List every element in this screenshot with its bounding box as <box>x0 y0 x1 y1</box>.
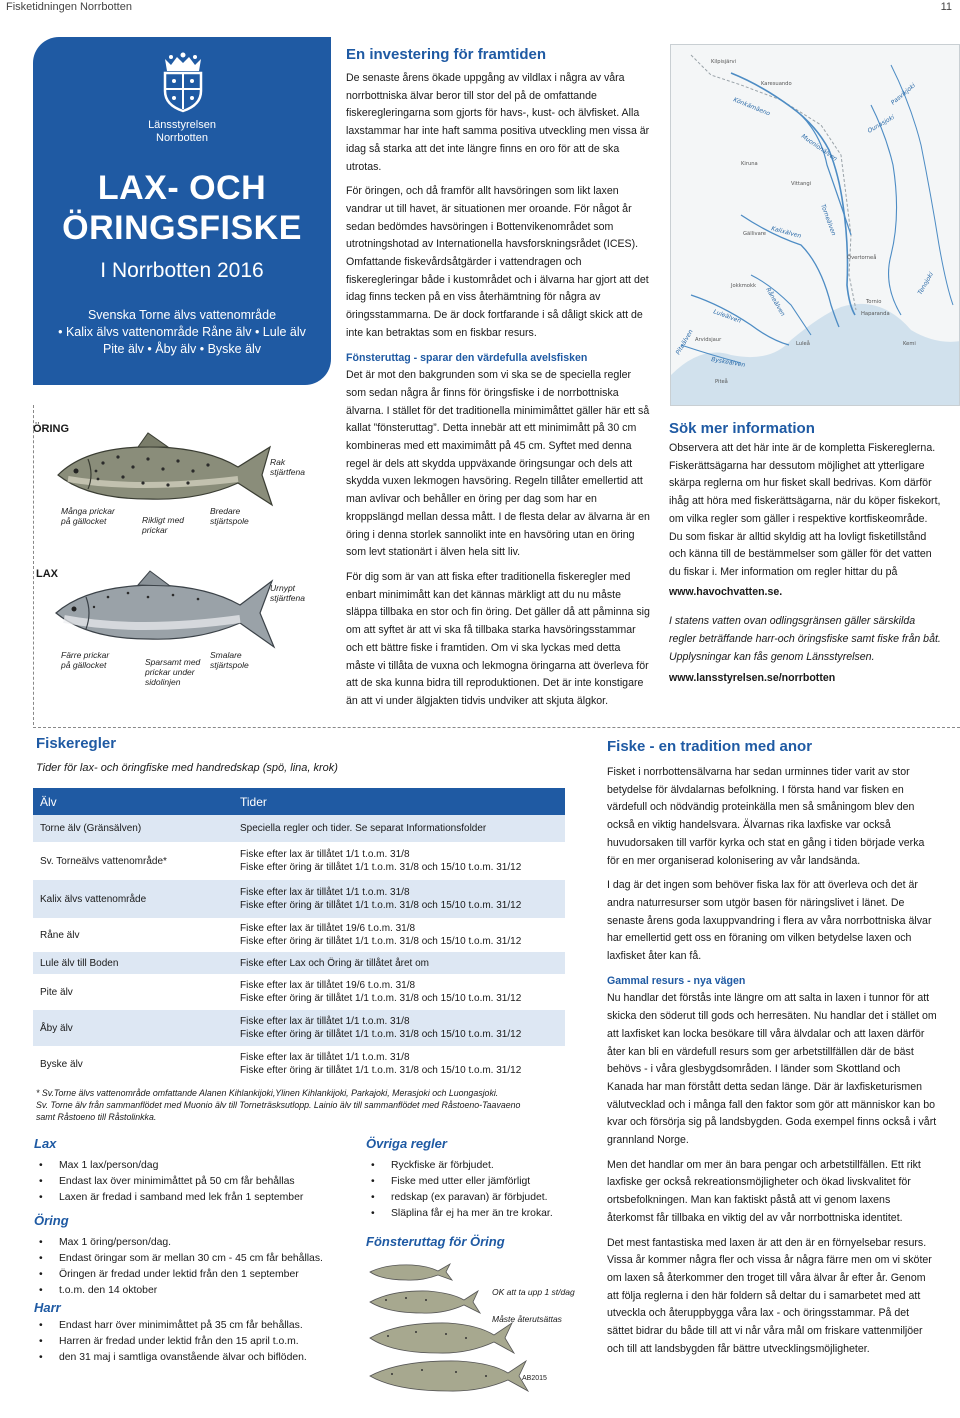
list-item-continued: • t.o.m. den 14 oktober <box>34 1283 323 1299</box>
list-item: • Öringen är fredad under lektid från den 1 september <box>34 1267 323 1283</box>
list-item: • Laxen är fredad i samband med lek från 1 september <box>34 1190 303 1206</box>
rule-time: Fiske efter lax är tillåtet 1/1 t.o.m. 31/8 <box>240 1016 410 1027</box>
svg-text:Luleå: Luleå <box>796 341 810 347</box>
section-divider <box>33 727 960 728</box>
svg-text:Torneälven: Torneälven <box>819 203 837 237</box>
cover-title-line2: ÖRINGSFISKE <box>62 209 302 247</box>
river-name: Torne älv (Gränsälven) <box>33 815 233 842</box>
svg-text:Könkämäeno: Könkämäeno <box>732 96 772 118</box>
svg-text:Kemi: Kemi <box>903 341 916 347</box>
oring-rules-list <box>34 1235 323 1299</box>
rule-time: Fiske efter Lax och Öring är tillåtet året om <box>240 957 429 969</box>
lax-rules-title: Lax <box>34 1136 57 1151</box>
river-name: Lule älv till Boden <box>33 952 233 974</box>
agency-name-line1: Länsstyrelsen <box>148 119 216 131</box>
harr-rules-list <box>34 1318 307 1366</box>
svg-text:Kiruna: Kiruna <box>741 161 758 167</box>
harr-rules-title: Harr <box>34 1300 61 1315</box>
river-map-drawing <box>671 45 960 406</box>
river-name: Sv. Torneälvs vattenområde* <box>40 855 167 867</box>
article-paragraph-3: Det är mot den bakgrunden som vi ska se de speciella regler som sedan några år finns för öringsfiske i de norrbottniska älvarna. I stället för det traditionella minimimåttet gäller här ett så kallat ”fönsteruttag”. Detta innebär att ett minimimått på 30 cm kombineras med ett maximimått på 45 cm. Syftet med denna regel är dels att skydda uppväxande öringsungar och dels att skydda vuxen lekmogen havsöring. Regeln tillåter emellertid att man avlivar och behåller en öring per dag som har en kroppslängd mellan dessa mått. I de flesta delar av älvarna är en öring i denna storlek sannolikt inte en havsöring utan en öring som levt stationärt i älven hela sitt liv. <box>346 369 650 559</box>
lansstyrelsen-link[interactable]: www.lansstyrelsen.se/norrbotten <box>669 672 836 685</box>
cover-title-line1: LAX- OCH <box>97 169 267 207</box>
rule-time: Fiske efter lax är tillåtet 19/6 t.o.m. 31/8 <box>240 980 416 991</box>
tradition-paragraph-5: Det mest fantastiska med laxen är att den är en förnyelsebar resurs. Vissa år kommer några fler och vissa år några färre men om vi sköter om laxen så återkommer den troget till våra älvar år efter år. Genom att följa reglerna i den här foldern så deltar du i samarbetet med att utveckla och återuppbygga våra lax - och öringsstammar. På det sättet bidrar du både till att vi når våra mål om friskare vattenmiljöer och till att landsbygden får bättre utvecklingsmöjligheter. <box>607 1236 932 1355</box>
fonsteruttag-illustration <box>366 1258 590 1398</box>
rule-time: Fiske efter lax är tillåtet 19/6 t.o.m. 31/8 <box>240 923 416 934</box>
list-item: • Ryckfiske är förbjudet. <box>366 1158 553 1174</box>
oring-illustration <box>48 427 278 517</box>
river-name: Pite älv <box>40 986 73 998</box>
list-item: • Fiske med utter eller jämförligt <box>366 1174 553 1190</box>
table-row <box>33 974 565 1010</box>
svg-text:Kilpisjärvi: Kilpisjärvi <box>711 59 736 65</box>
rule-time: Fiske efter öring är tillåtet 1/1 t.o.m. 31/8 och 15/10 t.o.m. 31/12 <box>240 900 522 911</box>
fiskeregler-title: Fiskeregler <box>36 735 117 752</box>
sok-title: Sök mer information <box>669 420 815 437</box>
table-row <box>33 842 565 880</box>
list-item: • Harren är fredad under lektid från den 15 april t.o.m. <box>34 1334 307 1350</box>
fiskeregler-table <box>33 788 565 1082</box>
oring-note-spots: Rikligt med prickar <box>142 515 185 535</box>
table-row <box>33 880 565 918</box>
svg-text:Övertorneå: Övertorneå <box>847 255 877 261</box>
table-row <box>33 918 565 952</box>
rule-time: Speciella regler och tider. Se separat Informationsfolder <box>240 823 487 834</box>
sok-body <box>669 440 941 695</box>
lax-note-tail: Urnypt stjärtfena <box>270 583 305 603</box>
article-paragraph-4: För dig som är van att fiska efter traditionella fiskeregler med enbart minimimått kan det kännas märkligt att du nu måste släppa tillbaka en stor och fin öring. Det gäller då att påminna sig om att syftet är att vi ska få tillbaka starka havsöringsstammar och ett bättre fiske i framtiden. Om vi ska lyckas med detta måste vi tillåta de vuxna och lekmogna öringarna att överleva för att de ska kunna bidra till reproduktionen. Det är inte konstigare än att vi under älgjakten tidvis undviker att skjuta älgkor. <box>346 570 650 707</box>
article-body <box>346 70 652 718</box>
list-item-continued: • den 31 maj i samtliga ovanstående älvar och biflöden. <box>34 1350 307 1366</box>
tradition-paragraph-4: Men det handlar om mer än bara pengar och arbetstillfällen. Ett rikt laxfiske ger också rekreationsmöjligheter och ökad livskvalitet för ortsbefolkningen. Man kan faktiskt påstå att vi genom laxens återkomst får tillbaka en viktig del av vår norrbottniska identitet. <box>607 1158 921 1224</box>
svg-text:Tornio: Tornio <box>866 299 882 305</box>
table-row <box>33 1010 565 1046</box>
svg-text:Kalixälven: Kalixälven <box>770 225 802 240</box>
release-caption: Måste återutsättas <box>492 1314 562 1324</box>
table-row <box>33 952 565 974</box>
oring-note-tail: Rak stjärtfena <box>270 457 305 477</box>
rule-time: Fiske efter öring är tillåtet 1/1 t.o.m. 31/8 och 15/10 t.o.m. 31/12 <box>240 936 522 947</box>
fish-identification-panel <box>33 405 331 725</box>
rule-time: Fiske efter lax är tillåtet 1/1 t.o.m. 31/8 <box>240 1052 410 1063</box>
river-name: Byske älv <box>40 1058 83 1070</box>
havochvatten-link[interactable]: www.havochvatten.se. <box>669 585 783 598</box>
tradition-paragraph-3: Nu handlar det förstås inte längre om att salta in laxen i tunnor för att skicka den söderut till gods och herresäten. Nu handlar det i stället om att laxfisket kan locka besökare till våra älvdalar och att laxen därför åter kan bli en värdefull resurs som ger arbetstillfällen där de bäst behövs - i våra glesbygdsområden. I länder som Skottland och Kanada har man förstått detta sedan länge. Där är laxfisketurismen välutvecklad och i många fall den faktor som gör att människor kan bo kvar och försörja sig på landsbygden. Goda exempel finns också i vårt grannland Norge. <box>607 992 937 1147</box>
river-map <box>670 44 960 406</box>
list-item: • Max 1 lax/person/dag <box>34 1158 303 1174</box>
tradition-title: Fiske - en tradition med anor <box>607 738 813 755</box>
rule-time: Fiske efter lax är tillåtet 1/1 t.o.m. 31/8 <box>240 849 410 860</box>
list-item-continued: • redskap (ex paravan) är förbjudet. <box>366 1190 553 1206</box>
illustrator-signature: AB2015 <box>522 1375 547 1382</box>
rule-time: Fiske efter öring är tillåtet 1/1 t.o.m. 31/8 och 15/10 t.o.m. 31/12 <box>240 1029 522 1040</box>
article-paragraph-2: För öringen, och då framför allt havsöringen som likt laxen vandrar ut till havet, är situationen mer oroande. För något år sedan bedömdes havsöringen i Bottenvikenområdet som utrotningshotad av Internationella havsforskningsrådet (ICES). Omfattande fiskevårdsåtgärder i vattendragen och fiskeregleringar både i kustområdet och i älvarna har gjort att det idag finns tecken på en viss återhämtning för några av öringsstammarna. De är dock fortfarande i så dåligt skick att de inte kan betraktas som en fiskbar resurs. <box>346 185 649 339</box>
rule-time: Fiske efter öring är tillåtet 1/1 t.o.m. 31/8 och 15/10 t.o.m. 31/12 <box>240 1065 522 1076</box>
river-name: Råne älv <box>40 929 80 941</box>
svg-text:Karesuando: Karesuando <box>761 81 792 87</box>
cover-year: I Norrbotten 2016 <box>100 259 264 282</box>
cover-rivers-line1: Svenska Torne älvs vattenområde <box>87 308 277 322</box>
cover-rivers-line2: • Kalix älvs vattenområde Råne älv • Lule älv <box>58 325 306 339</box>
header-tider: Tider <box>233 788 565 815</box>
tradition-subheading: Gammal resurs - nya vägen <box>607 974 746 987</box>
svg-text:Piteå: Piteå <box>715 379 728 385</box>
header-alv: Älv <box>33 788 233 815</box>
svg-text:Haparanda: Haparanda <box>861 311 890 317</box>
oring-label: ÖRING <box>33 423 70 435</box>
tradition-paragraph-1: Fisket i norrbottensälvarna har sedan urminnes tider varit av stor betydelse för älvdalarnas befolkning. I första hand var fisken en värdefull och nödvändig proteinkälla men så småningom blev den också en viktig handelsvara. Älvarnas rika laxfiske var också huvudorsaken till varför kyrka och stat en gång i tiden började verka för en mer organiserad kolonisering av vår landsända. <box>607 766 925 867</box>
svg-text:Vittangi: Vittangi <box>791 181 812 187</box>
svg-text:Tenojoki: Tenojoki <box>916 271 936 296</box>
rule-time: Fiske efter öring är tillåtet 1/1 t.o.m. 31/8 och 15/10 t.o.m. 31/12 <box>240 993 522 1004</box>
list-item: • Endast lax över minimimåttet på 50 cm får behållas <box>34 1174 303 1190</box>
article-paragraph-1: De senaste årens ökade uppgång av vildlax i några av våra norrbottniska älvar beror till stor del på de omfattande fiskeregleringarna som gjorts för havs-, kust- och älvfisket. Alla laxstammar har inte haft samma positiva utveckling men vissa är idag så starka att det inte längre finns en oro för att de ska utrotas. <box>346 72 650 173</box>
table-footnote: * Sv.Torne älvs vattenområde omfattande Alanen Kihlankijoki,Ylinen Kihlankijoki, Parkajoki, Merasjoki och Luongasjoki. Sv. Torne älv från sammanflödet med Muonio älv till Torneträsksutlopp. Lainio älv till sammanflödet med Råstoeno-Taavaeno samt Råstoeno till Råstolinkka. <box>36 1088 521 1122</box>
rule-time: Fiske efter lax är tillåtet 1/1 t.o.m. 31/8 <box>240 887 410 898</box>
running-header <box>0 0 960 16</box>
fonsteruttag-title: Fönsteruttag för Öring <box>366 1234 505 1249</box>
list-item: • Endast harr över minimimåttet på 35 cm får behållas. <box>34 1318 307 1334</box>
oring-note-tailroot: Bredare stjärtspole <box>210 506 249 526</box>
oring-note-gill: Många prickar på gällocket <box>61 506 115 526</box>
lax-rules-list <box>34 1158 303 1206</box>
ok-caption: OK att ta upp 1 st/dag <box>492 1287 575 1297</box>
list-item: • Släplina får ej ha mer än tre krokar. <box>366 1206 553 1222</box>
rule-time: Fiske efter öring är tillåtet 1/1 t.o.m. 31/8 och 15/10 t.o.m. 31/12 <box>240 862 522 873</box>
svg-text:Jokkmokk: Jokkmokk <box>731 283 756 289</box>
cover-card <box>33 37 331 385</box>
lax-illustration <box>48 567 278 657</box>
list-item: • Max 1 öring/person/dag. <box>34 1235 323 1251</box>
sok-text: Observera att det här inte är de kompletta Fiskereglerna. Fiskerättsägarna har dessutom möjlighet att ytterligare skärpa reglerna om hur fisket skall bedrivas. Kom därför ihåg att höra med fiskerättsägarna, när du köper fiskekort, om vilka regler som gäller i respektive kortfiskeområde. Du som fiskar är alltid skyldig att ha lovligt fisketillstånd och känna till de bestämmelser som gäller för det vatten du fiskar i. Mer information om regler hittar du på <box>669 442 941 578</box>
ovriga-rules-list <box>366 1158 553 1222</box>
article-title: En investering för framtiden <box>346 46 547 63</box>
svg-text:Pasvikjoki: Pasvikjoki <box>889 82 917 107</box>
agency-name-line2: Norrbotten <box>156 132 208 144</box>
river-name: Åby älv <box>33 1010 233 1046</box>
oring-rules-title: Öring <box>34 1213 69 1228</box>
tradition-body <box>607 764 937 1366</box>
svg-text:Byskeälven: Byskeälven <box>710 356 746 369</box>
svg-text:Råneälven: Råneälven <box>764 286 787 318</box>
table-row <box>33 1046 565 1082</box>
lax-note-gill: Färre prickar på gällocket <box>61 650 110 670</box>
svg-text:Muonionälven: Muonionälven <box>799 132 839 163</box>
lax-note-tailroot: Smalare stjärtspole <box>210 650 249 670</box>
svg-text:Piteälven: Piteälven <box>674 328 695 356</box>
list-item: • Endast öringar som är mellan 30 cm - 45 cm får behållas. <box>34 1251 323 1267</box>
publication-name: Fisketidningen Norrbotten <box>6 1 132 13</box>
svg-text:Gällivare: Gällivare <box>743 231 766 237</box>
ovriga-rules-title: Övriga regler <box>366 1136 447 1151</box>
fiskeregler-subtitle: Tider för lax- och öringfiske med handredskap (spö, lina, krok) <box>36 762 338 774</box>
svg-text:Arvidsjaur: Arvidsjaur <box>695 337 722 343</box>
tradition-paragraph-2: I dag är det ingen som behöver fiska lax för att överleva och det är andra naturresurser som utgör basen för näringslivet i länet. De senaste årens goda laxuppvandring i flera av våra norrbottniska älvar har emellertid gett oss en föraning om vilken betydelse laxen och laxfisket åter kan få. <box>607 879 932 963</box>
lax-label: LAX <box>36 568 58 580</box>
svg-text:Ounasjoki: Ounasjoki <box>866 113 896 135</box>
crest-icon <box>151 49 215 113</box>
article-subheading: Fönsteruttag - sparar den värdefulla avelsfisken <box>346 351 588 364</box>
cover-rivers-line3: Pite älv • Åby älv • Byske älv <box>102 342 262 356</box>
sok-italic-note: I statens vatten ovan odlingsgränsen gäller särskilda regler beträffande harr-och öringsfiske samt fiske från båt. Upplysningar kan fås genom Länsstyrelsen. <box>669 615 941 663</box>
lax-note-spots: Sparsamt med prickar under sidolinjen <box>145 657 201 687</box>
table-row <box>33 815 565 842</box>
svg-text:Luleälven: Luleälven <box>712 308 742 325</box>
river-name: Kalix älvs vattenområde <box>33 880 233 918</box>
page-number: 11 <box>940 1 952 13</box>
